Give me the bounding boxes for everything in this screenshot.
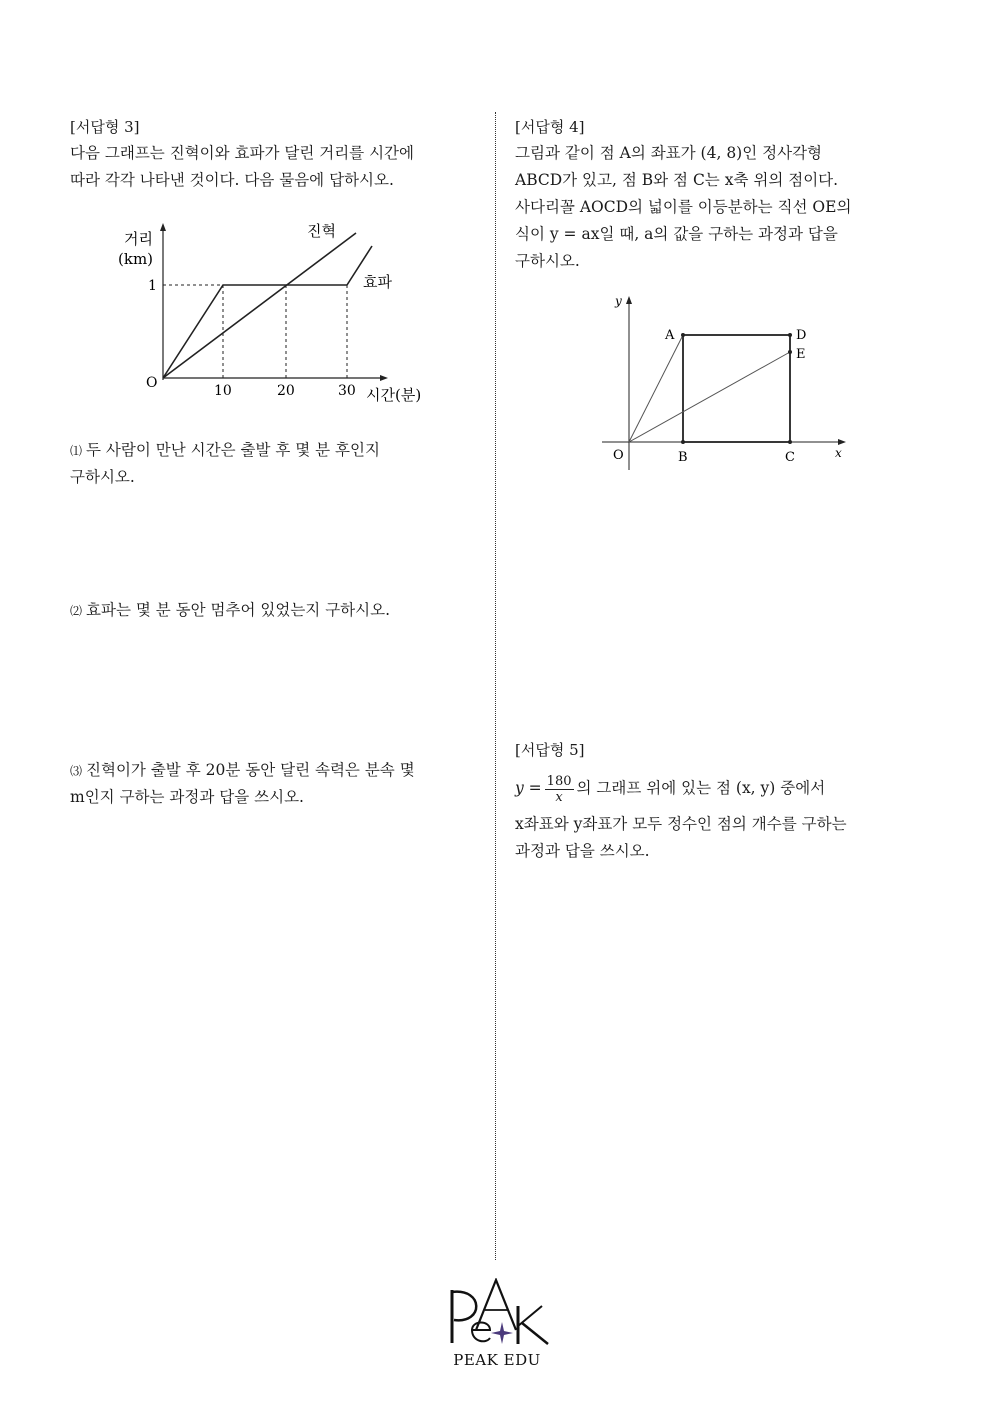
- point-d: [788, 333, 792, 337]
- figure-origin: O: [613, 448, 624, 463]
- figure-y-label: y: [615, 294, 622, 308]
- graph-y-label-1: 거리: [124, 230, 153, 248]
- figure-y-axis-arrow: [626, 296, 632, 304]
- problem-4-label: [서답형 4]: [515, 118, 585, 136]
- square-abcd: [683, 335, 790, 442]
- column-divider: [495, 112, 496, 1260]
- question-3-1: [70, 437, 380, 465]
- problem-5-text-line-3: 과정과 답을 쓰시오.: [515, 842, 650, 860]
- graph-origin: O: [146, 375, 158, 391]
- square-figure: [600, 290, 860, 475]
- figure-x-axis-arrow: [838, 439, 846, 445]
- label-b: B: [678, 450, 688, 465]
- problem-5-fraction: [545, 774, 574, 805]
- problem-4-text-line-5: 구하시오.: [515, 252, 580, 270]
- graph-x-tick-10: 10: [214, 383, 232, 399]
- series-label-hyopa: 효파: [363, 273, 392, 291]
- graph-x-tick-30: 30: [338, 383, 356, 399]
- hyopa-line: [163, 246, 372, 378]
- question-3-1-line-1: 두 사람이 만난 시간은 출발 후 몇 분 후인지: [86, 441, 380, 459]
- label-c: C: [785, 450, 795, 465]
- question-3-1-number: ⑴: [70, 444, 83, 458]
- segment-oe: [629, 352, 790, 442]
- problem-5-eq-lhs: y =: [515, 779, 542, 797]
- problem-5-text-line-1-rest: 의 그래프 위에 있는 점 (x, y) 중에서: [576, 779, 826, 797]
- problem-3-label: [서답형 3]: [70, 118, 140, 136]
- point-b: [681, 440, 685, 444]
- peak-edu-logo: [432, 1278, 562, 1374]
- question-3-3-line-1: 진혁이가 출발 후 20분 동안 달린 속력은 분속 몇: [86, 761, 415, 779]
- problem-5-text-line-2: x좌표와 y좌표가 모두 정수인 점의 개수를 구하는: [515, 815, 847, 833]
- graph-y-axis-arrow: [160, 223, 166, 231]
- peak-logo-caption: PEAK EDU: [453, 1351, 541, 1369]
- problem-5-fraction-denominator: x: [555, 789, 563, 805]
- label-e: E: [796, 347, 806, 362]
- point-c: [788, 440, 792, 444]
- label-a: A: [665, 328, 675, 343]
- question-3-3: [70, 757, 415, 785]
- jinhyuk-line: [163, 233, 356, 378]
- question-3-2: [70, 597, 390, 625]
- problem-4-text-line-1: 그림과 같이 점 A의 좌표가 (4, 8)인 정사각형: [515, 144, 823, 162]
- series-label-jinhyuk: 진혁: [307, 222, 336, 240]
- question-3-3-number: ⑶: [70, 764, 83, 778]
- graph-y-label-2: (km): [118, 250, 154, 268]
- problem-4-text-line-2: ABCD가 있고, 점 B와 점 C는 x축 위의 점이다.: [515, 171, 839, 189]
- problem-5-fraction-numerator: 180: [546, 773, 572, 789]
- graph-x-axis-arrow: [380, 375, 388, 381]
- graph-x-label: 시간(분): [366, 386, 422, 404]
- question-3-2-number: ⑵: [70, 604, 83, 618]
- problem-4-text-line-4: 식이 y = ax일 때, a의 값을 구하는 과정과 답을: [515, 225, 838, 243]
- graph-x-tick-20: 20: [277, 383, 295, 399]
- question-3-1-line-2: 구하시오.: [70, 468, 135, 486]
- problem-3-text-line-1: 다음 그래프는 진혁이와 효파가 달린 거리를 시간에: [70, 144, 414, 162]
- problem-5-label: [서답형 5]: [515, 741, 585, 759]
- question-3-2-line-1: 효파는 몇 분 동안 멈추어 있었는지 구하시오.: [86, 601, 391, 619]
- problem-3-text-line-2: 따라 각각 나타낸 것이다. 다음 물음에 답하시오.: [70, 171, 394, 189]
- question-3-3-line-2: m인지 구하는 과정과 답을 쓰시오.: [70, 788, 304, 806]
- distance-time-graph: [110, 215, 490, 415]
- point-a: [681, 333, 685, 337]
- problem-4-text-line-3: 사다리꼴 AOCD의 넓이를 이등분하는 직선 OE의: [515, 198, 852, 216]
- figure-x-label: x: [835, 446, 842, 460]
- problem-5-text-line-1: [515, 768, 825, 808]
- graph-y-tick-1: 1: [148, 278, 157, 294]
- label-d: D: [796, 328, 807, 343]
- point-e: [788, 350, 792, 354]
- segment-oa: [629, 335, 683, 442]
